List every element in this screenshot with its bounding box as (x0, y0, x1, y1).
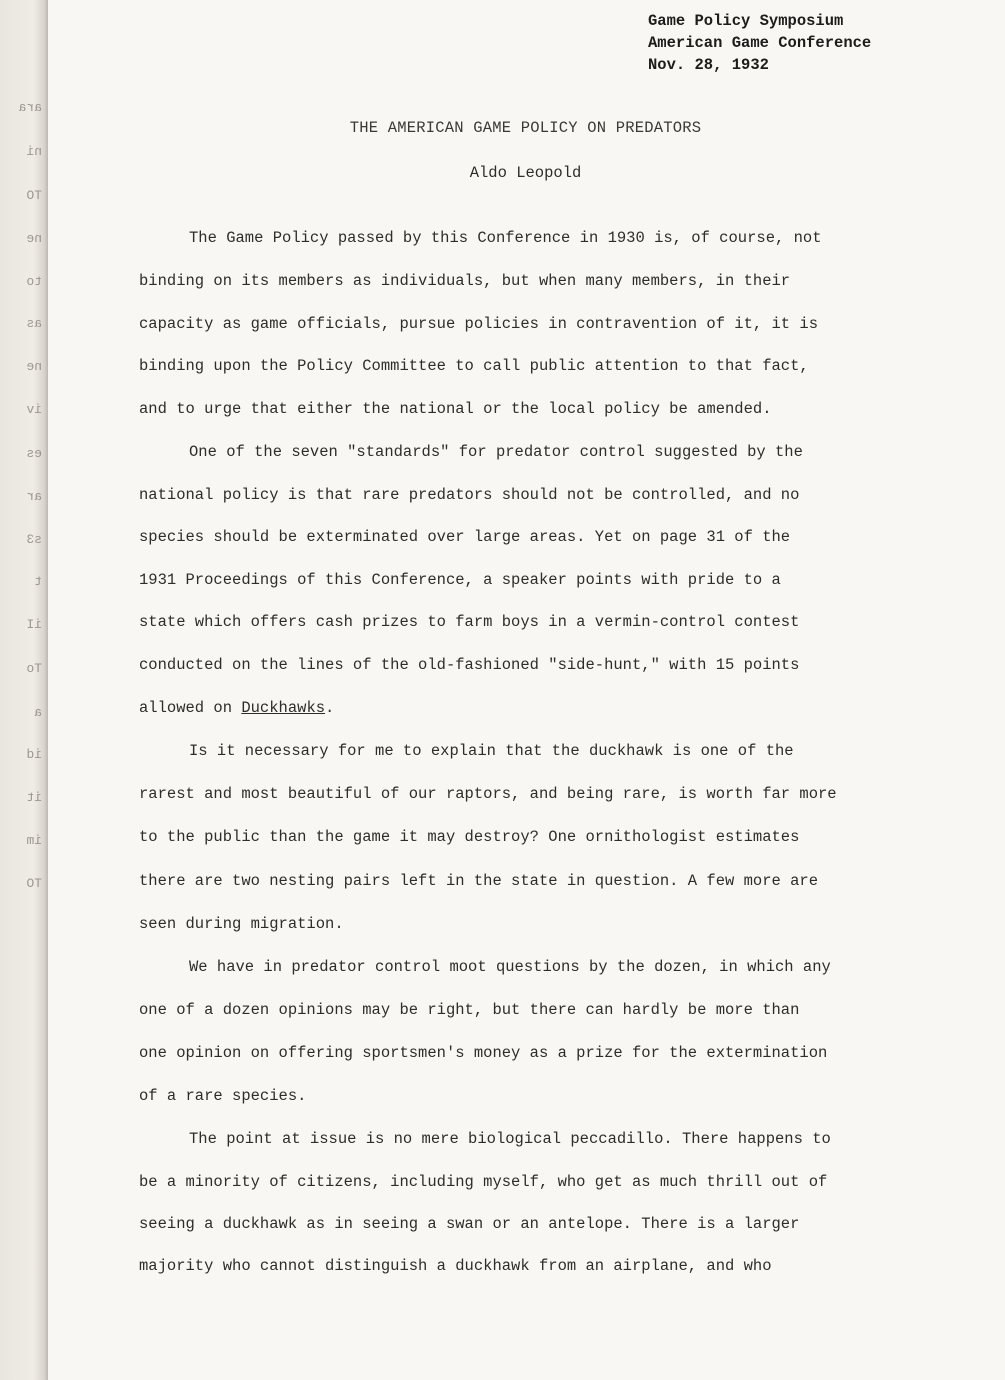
header-event: Game Policy Symposium (648, 12, 844, 30)
document-author: Aldo Leopold (469, 164, 582, 182)
text-line: seeing a duckhawk as in seeing a swan or an antelope. There is a larger (139, 1215, 800, 1233)
gutter-fragment: ne (26, 231, 42, 246)
text-line (139, 698, 334, 718)
text-line: and to urge that either the national or the local policy be amended. (139, 400, 772, 418)
text-line: binding on its members as individuals, but when many members, in their (139, 272, 791, 290)
gutter-fragment: to (26, 274, 42, 289)
text-line: there are two nesting pairs left in the state in question. A few more are (139, 872, 819, 890)
text-line: The point at issue is no mere biological peccadillo. There happens to (189, 1130, 831, 1148)
binding-gutter (0, 0, 48, 1380)
gutter-fragment: To (26, 661, 42, 676)
text-line: The Game Policy passed by this Conference in 1930 is, of course, not (189, 229, 822, 247)
text-line: of a rare species. (139, 1087, 307, 1105)
text-line: We have in predator control moot questions by the dozen, in which any (189, 958, 831, 976)
text-line: be a minority of citizens, including myself, who get as much thrill out of (139, 1173, 828, 1191)
document-page (48, 0, 1005, 1380)
gutter-fragment: ar (26, 489, 42, 504)
gutter-fragment: ne (26, 359, 42, 374)
document-title: THE AMERICAN GAME POLICY ON PREDATORS (349, 119, 702, 137)
gutter-fragment: id (26, 747, 42, 762)
gutter-fragment: it (26, 790, 42, 805)
text-line: one of a dozen opinions may be right, but there can hardly be more than (139, 1001, 800, 1019)
text-line: majority who cannot distinguish a duckhawk from an airplane, and who (139, 1257, 772, 1275)
text-line: binding upon the Policy Committee to call public attention to that fact, (139, 357, 809, 375)
text-line: one opinion on offering sportsmen's money as a prize for the extermination (139, 1044, 828, 1062)
gutter-fragment: es (26, 446, 42, 461)
text-line: national policy is that rare predators should not be controlled, and no (139, 486, 800, 504)
gutter-fragment: a (34, 705, 42, 720)
gutter-fragment: s3 (26, 532, 42, 547)
text-line: state which offers cash prizes to farm boys in a vermin-control contest (139, 613, 800, 631)
header-block (648, 10, 871, 76)
text-line: One of the seven "standards" for predator control suggested by the (189, 443, 803, 461)
header-date: Nov. 28, 1932 (648, 56, 769, 74)
header-conference: American Game Conference (648, 34, 872, 52)
text-line: species should be exterminated over large areas. Yet on page 31 of the (139, 528, 791, 546)
gutter-fragment: ni (26, 144, 42, 159)
gutter-fragment: iv (26, 402, 42, 417)
gutter-fragment: TO (26, 188, 42, 203)
text-fragment: . (325, 699, 335, 717)
gutter-fragment: ara (18, 100, 42, 115)
text-line: seen during migration. (139, 915, 344, 933)
text-line: conducted on the lines of the old-fashioned "side-hunt," with 15 points (139, 656, 800, 674)
gutter-fragment: as (26, 316, 42, 331)
text-fragment: allowed on (139, 699, 242, 717)
gutter-fragment: TO (26, 876, 42, 891)
gutter-fragment: im (26, 833, 42, 848)
gutter-fragment: t (34, 574, 42, 589)
text-line: rarest and most beautiful of our raptors, and being rare, is worth far more (139, 785, 837, 803)
text-line: to the public than the game it may destroy? One ornithologist estimates (139, 828, 800, 846)
underlined-word: Duckhawks (241, 699, 326, 717)
text-line: capacity as game officials, pursue policies in contravention of it, it is (139, 315, 819, 333)
gutter-fragment: iI (26, 617, 42, 632)
text-line: 1931 Proceedings of this Conference, a speaker points with pride to a (139, 571, 781, 589)
text-line: Is it necessary for me to explain that the duckhawk is one of the (189, 742, 794, 760)
